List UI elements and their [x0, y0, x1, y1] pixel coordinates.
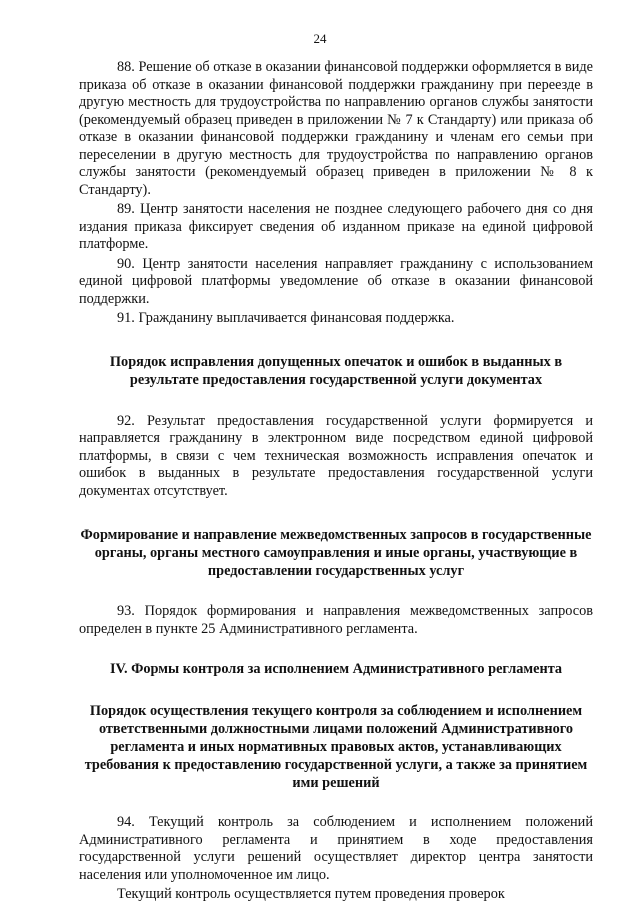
- paragraph-92: 92. Результат предоставления государственной услуги формируется и направляется гражданину в электронном виде посредством единой цифровой платформы, в связи с чем техническая возможность исправления опечаток и ошибок в выданных в результате предоставления государственной услуги документах отсутствует.: [79, 412, 593, 499]
- page-number: 24: [313, 31, 327, 46]
- section-heading-current-control: Порядок осуществления текущего контроля за соблюдением и исполнением ответственными должностными лицами положений Административного регламента и иных нормативных правовых актов, устанавливающих требования к предоставлению государственной услуги, а также за принятием ими решений: [84, 703, 588, 791]
- paragraph-91: 91. Гражданину выплачивается финансовая поддержка.: [117, 310, 455, 326]
- chapter-heading-control-forms: IV. Формы контроля за исполнением Административного регламента: [109, 661, 563, 677]
- paragraph-89: 89. Центр занятости населения не позднее следующего рабочего дня со дня издания приказа фиксирует сведения об изданном приказе на единой цифровой платформе.: [79, 201, 593, 252]
- paragraph-88: 88. Решение об отказе в оказании финансовой поддержки оформляется в виде приказа об отказе в оказании финансовой поддержки гражданину при переезде в другую местность для трудоустройства по направлению органов службы занятости (рекомендуемый образец приведен в приложении № 7 к Стандарту) или приказа об отказе в оказании финансовой поддержки гражданину и членам его семьи при переселении в другую местность для трудоустройства по направлению органов службы занятости (рекомендуемый образец приведен в приложении № 8 к Стандарту).: [79, 59, 593, 198]
- section-heading-corrections: Порядок исправления допущенных опечаток и ошибок в выданных в результате предоставления государственной услуги документах: [109, 353, 563, 388]
- paragraph-continuation: Текущий контроль осуществляется путем проведения проверок: [117, 886, 505, 902]
- paragraph-90: 90. Центр занятости населения направляет гражданину с использованием единой цифровой платформы уведомление об отказе в оказании финансовой поддержки.: [79, 255, 593, 307]
- paragraph-93: 93. Порядок формирования и направления межведомственных запросов определен в пункте 25 Административного регламента.: [79, 603, 593, 637]
- document-body: [79, 59, 593, 904]
- paragraph-94: 94. Текущий контроль за соблюдением и исполнением положений Административного регламента и принятием в ходе предоставления государственной услуги решений осуществляет директор центра занятости населения или уполномоченное им лицо.: [79, 814, 593, 883]
- section-heading-interagency-requests: Формирование и направление межведомственных запросов в государственные органы, органы местного самоуправления и иные органы, участвующие в предоставлении государственных услуг: [80, 527, 592, 579]
